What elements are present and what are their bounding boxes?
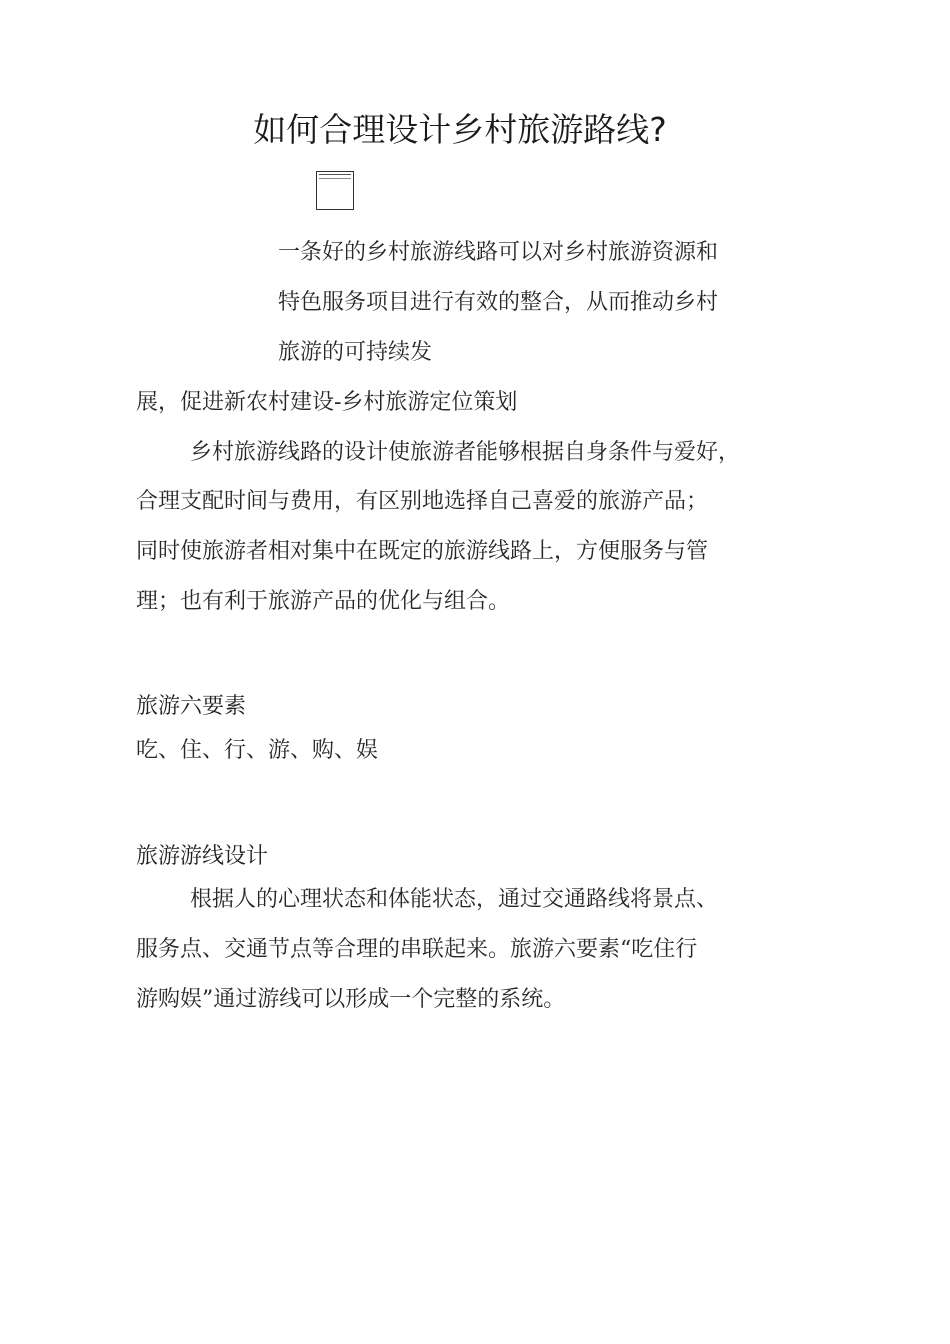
intro-line-1: 一条好的乡村旅游线路可以对乡村旅游资源和 — [278, 240, 719, 265]
image-placeholder-icon — [316, 171, 354, 210]
six-elements-text: 吃、住、行、游、购、娱 — [136, 738, 379, 763]
intro-line-2: 特色服务项目进行有效的整合，从而推动乡村 — [278, 290, 719, 315]
intro-line-4: 展，促进新农村建设-乡村旅游定位策划 — [136, 390, 518, 415]
paragraph1-line-1: 乡村旅游线路的设计使旅游者能够根据自身条件与爱好， — [190, 440, 741, 465]
intro-line-3: 旅游的可持续发 — [278, 340, 433, 365]
paragraph1-line-3: 同时使旅游者相对集中在既定的旅游线路上，方便服务与管 — [136, 539, 709, 564]
route-design-line-1: 根据人的心理状态和体能状态，通过交通路线将景点、 — [190, 887, 719, 912]
route-design-line-3: 游购娱”通过游线可以形成一个完整的系统。 — [136, 987, 566, 1012]
paragraph1-line-4: 理；也有利于旅游产品的优化与组合。 — [136, 589, 511, 614]
page-title: 如何合理设计乡村旅游路线? — [253, 110, 667, 149]
section-heading-route-design: 旅游游线设计 — [136, 844, 269, 869]
image-caption-mark — [319, 174, 351, 179]
route-design-line-2: 服务点、交通节点等合理的串联起来。旅游六要素“吃住行 — [136, 937, 698, 962]
section-heading-six-elements: 旅游六要素 — [136, 694, 247, 719]
paragraph1-line-2: 合理支配时间与费用，有区别地选择自己喜爱的旅游产品； — [136, 489, 709, 514]
